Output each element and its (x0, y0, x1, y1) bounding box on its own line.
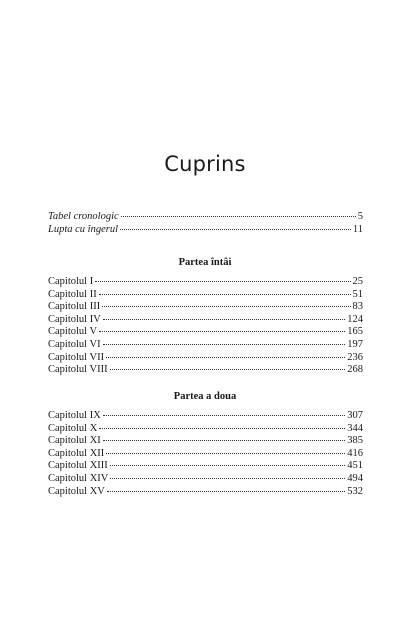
toc-entry-label: Lupta cu îngerul (48, 223, 118, 235)
toc-entry[interactable] (48, 276, 363, 289)
toc-entry-label: Capitolul I (48, 276, 94, 287)
toc-entry-label: Capitolul XII (48, 447, 105, 459)
toc-entry-label: Capitolul VIII (48, 364, 108, 376)
part-two-list (48, 410, 363, 498)
toc-entry[interactable] (48, 224, 363, 237)
toc-entry-label: Capitolul V (48, 326, 98, 338)
toc-entry[interactable] (48, 289, 363, 302)
toc-entry-label: Capitolul XV (48, 485, 105, 497)
toc-entry[interactable] (48, 448, 363, 461)
toc-entry[interactable] (48, 364, 363, 377)
toc-entry-page: 451 (347, 460, 363, 472)
toc-entry[interactable] (48, 410, 363, 423)
part-heading: Partea a doua (173, 391, 237, 402)
toc-entry[interactable] (48, 339, 363, 352)
front-matter-list (48, 211, 363, 236)
dot-leader (106, 452, 345, 454)
toc-entry[interactable] (48, 435, 363, 448)
toc-entry[interactable] (48, 352, 363, 365)
toc-entry-label: Capitolul XI (48, 435, 101, 447)
toc-entry-page: 165 (347, 326, 363, 338)
toc-entry-page: 385 (347, 435, 363, 447)
dot-leader (103, 318, 345, 320)
toc-entry-page: 124 (347, 313, 363, 325)
dot-leader (106, 356, 345, 358)
toc-entry-label: Capitolul X (48, 422, 98, 434)
toc-entry-label: Tabel cronologic (48, 211, 119, 222)
page-title: Cuprins (164, 152, 246, 176)
dot-leader (99, 330, 345, 332)
toc-entry-label: Capitolul II (48, 288, 97, 300)
toc-entry-page: 236 (347, 351, 363, 363)
dot-leader (110, 464, 345, 466)
toc-entry[interactable] (48, 486, 363, 499)
dot-leader (99, 293, 351, 295)
dot-leader (110, 368, 346, 370)
dot-leader (102, 305, 350, 307)
dot-leader (103, 414, 345, 416)
toc-entry-label: Capitolul IV (48, 313, 101, 325)
toc-entry[interactable] (48, 460, 363, 473)
dot-leader (95, 280, 350, 282)
toc-entry-label: Capitolul IX (48, 410, 101, 421)
toc-entry[interactable] (48, 301, 363, 314)
dot-leader (110, 477, 345, 479)
toc-entry-label: Capitolul XIV (48, 472, 109, 484)
toc-entry[interactable] (48, 473, 363, 486)
toc-entry[interactable] (48, 423, 363, 436)
toc-entry[interactable] (48, 211, 363, 224)
dot-leader (99, 427, 345, 429)
toc-entry-page: 197 (347, 338, 363, 350)
toc-entry-label: Capitolul III (48, 301, 101, 313)
toc-entry-page: 83 (352, 301, 363, 313)
dot-leader (121, 215, 356, 217)
toc-entry-label: Capitolul VI (48, 338, 101, 350)
toc-entry-page: 25 (352, 276, 363, 287)
toc-entry-page: 494 (347, 472, 363, 484)
dot-leader (107, 490, 345, 492)
toc-entry-page: 532 (347, 485, 363, 497)
toc-entry-page: 268 (347, 364, 363, 376)
part-heading: Partea întâi (178, 257, 232, 268)
toc-entry-page: 51 (352, 288, 363, 300)
toc-entry-page: 5 (357, 211, 363, 222)
toc-entry[interactable] (48, 326, 363, 339)
dot-leader (103, 343, 346, 345)
part-one-list (48, 276, 363, 377)
toc-entry-label: Capitolul XIII (48, 460, 108, 472)
toc-entry-page: 344 (347, 422, 363, 434)
toc-entry-label: Capitolul VII (48, 351, 105, 363)
toc-entry[interactable] (48, 314, 363, 327)
toc-entry-page: 11 (352, 223, 363, 235)
dot-leader (120, 228, 351, 230)
dot-leader (103, 439, 345, 441)
toc-entry-page: 307 (347, 410, 363, 421)
toc-entry-page: 416 (347, 447, 363, 459)
